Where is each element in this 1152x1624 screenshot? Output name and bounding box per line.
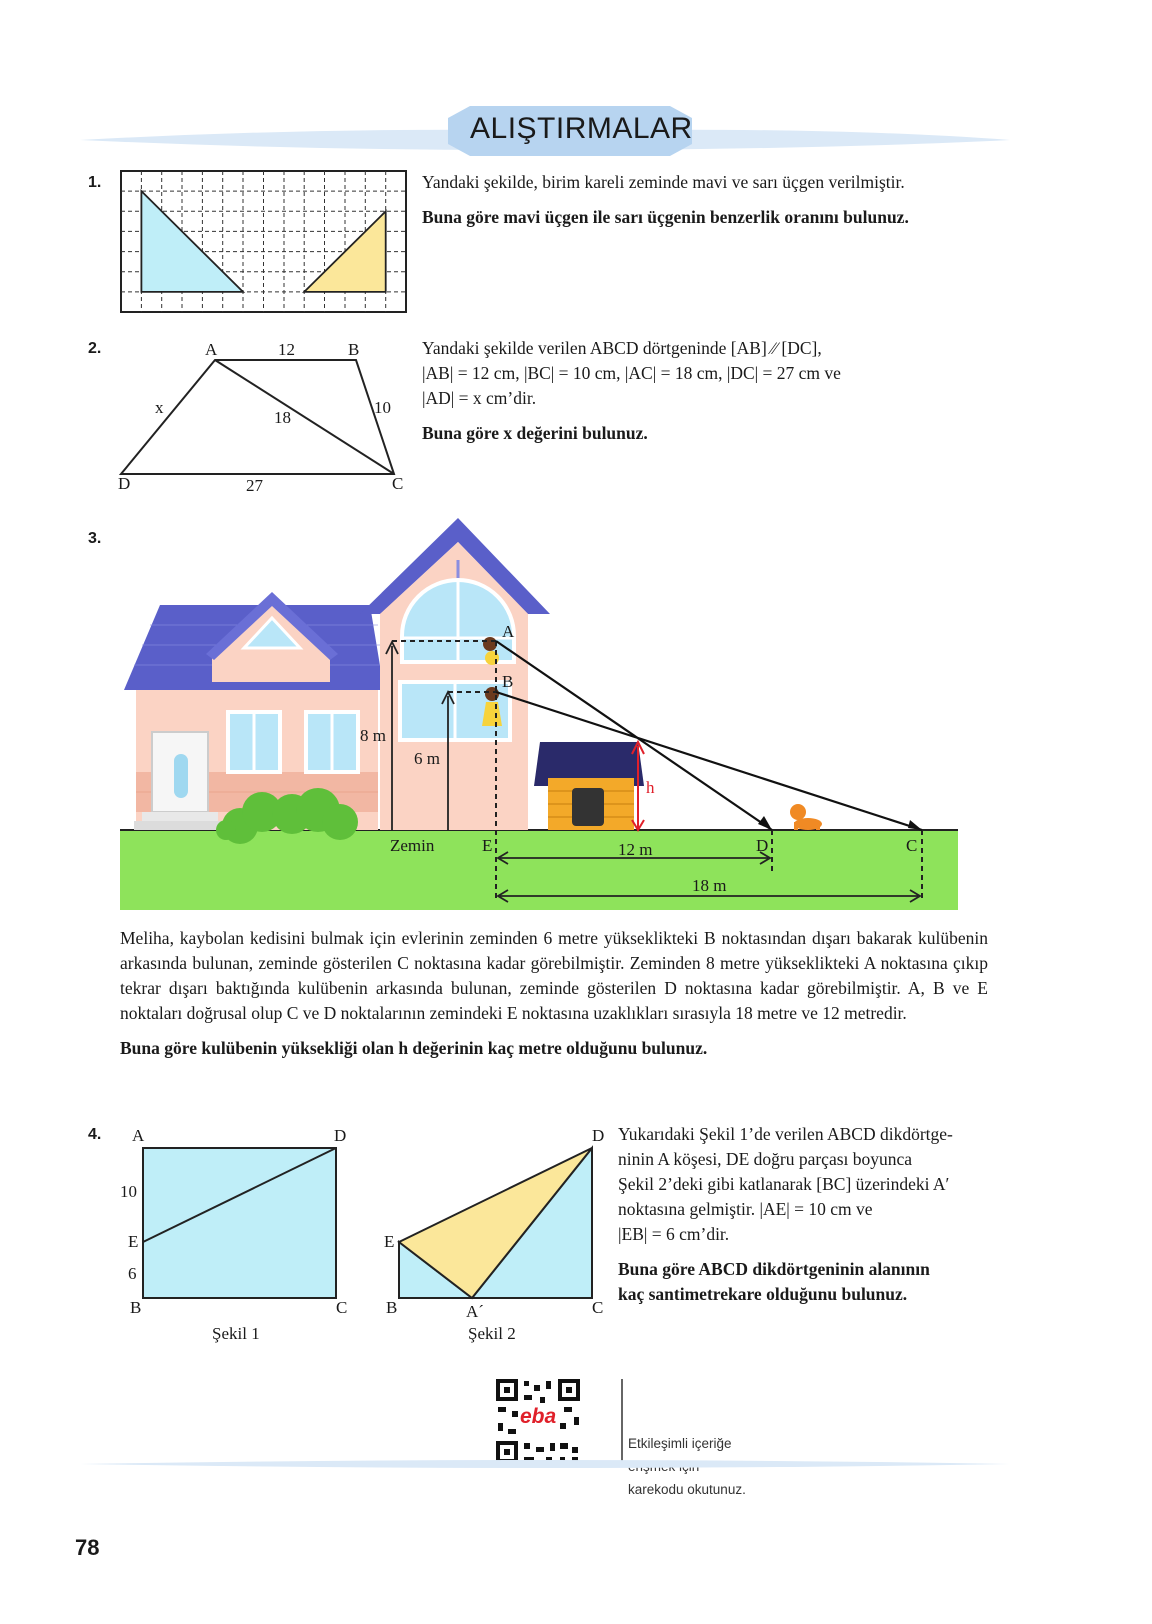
label-18m: 18 m [692, 876, 727, 895]
exercise-3-paragraph: Meliha, kaybolan kedisini bulmak için evlerinin zeminden 6 metre yükseklikteki B noktasından dışarı bakarak kulübenin arkasında bulunan, zeminde gösterilen C noktasına kadar görebilmiştir. Zeminden 8 metre yükseklikteki A noktasına çıkıp tekrar dışarı baktığında kulübenin arkasında bulunan, zeminde gösterilen D noktasına kadar görebilmiştir. A, B ve E noktaları doğrusal olup C ve D noktalarının zemindeki E noktasına uzaklıkları sırasıyla 18 metre ve 12 metredir. [120, 928, 988, 1023]
rectangle-figure-1 [140, 1146, 340, 1306]
exercise-number-1: 1. [88, 174, 102, 191]
exercise-4-line2: ninin A köşesi, DE doğru parçası boyunca [618, 1149, 913, 1169]
exercise-4-line1: Yukarıdaki Şekil 1’de verilen ABCD dikdörtge- [618, 1124, 953, 1144]
fig1-label-e: E [128, 1232, 139, 1251]
label-ad: x [155, 398, 164, 417]
grid-figure [120, 170, 410, 320]
fig1-label-d: D [334, 1126, 347, 1145]
exercise-number-2: 2. [88, 340, 102, 357]
exercise-2-line3: |AD| = x cm’dir. [422, 388, 537, 408]
exercise-number-4: 4. [88, 1126, 102, 1143]
label-b: B [502, 672, 514, 691]
label-e: E [482, 836, 493, 855]
fig2-label-b: B [386, 1298, 398, 1317]
exercise-4-text [618, 1122, 1018, 1307]
fig1-label-a: A [132, 1126, 145, 1145]
exercise-4-question-2: kaç santimetrekare olduğunu bulunuz. [618, 1284, 908, 1304]
fig1-caption: Şekil 1 [212, 1324, 260, 1343]
label-ab: 12 [278, 340, 295, 359]
exercise-4-line3: Şekil 2’deki gibi katlanarak [BC] üzerindeki A′ [618, 1174, 950, 1194]
exercise-3-text [120, 926, 988, 1071]
exercise-1-question: Buna göre mavi üçgen ile sarı üçgenin benzerlik oranını bulunuz. [422, 207, 909, 227]
exercise-4-question-1: Buna göre ABCD dikdörtgeninin alanının [618, 1259, 930, 1279]
qr-divider [618, 1377, 630, 1467]
fig1-label-eb: 6 [128, 1264, 137, 1283]
exercise-4-line4: noktasına gelmiştir. |AE| = 10 cm ve [618, 1199, 873, 1219]
folded-figure-2 [396, 1146, 596, 1306]
label-h: h [646, 778, 655, 797]
footer-bar [0, 1456, 1152, 1476]
label-a: A [502, 622, 515, 641]
house-scene [0, 510, 1152, 910]
fig2-label-d: D [592, 1126, 605, 1145]
label-ac: 18 [274, 408, 291, 427]
exercise-3-question: Buna göre kulübenin yüksekliği olan h değerinin kaç metre olduğunu bulunuz. [120, 1038, 708, 1058]
label-dc: 27 [246, 476, 263, 495]
qr-line-1: Etkileşimli içeriğe [628, 1436, 732, 1451]
label-d: D [756, 836, 769, 855]
label-6m: 6 m [414, 749, 440, 768]
exercise-2-line2: |AB| = 12 cm, |BC| = 10 cm, |AC| = 18 cm, |DC| = 27 cm ve [422, 363, 841, 383]
fig2-label-a-prime: A´ [466, 1302, 484, 1321]
exercise-number-3: 3. [88, 530, 102, 547]
label-c: C [392, 474, 404, 493]
fig1-label-ae: 10 [120, 1182, 137, 1201]
fig2-caption: Şekil 2 [468, 1324, 516, 1343]
label-zemin: Zemin [390, 836, 435, 855]
label-d: D [118, 474, 131, 493]
page-number: 78 [75, 1535, 100, 1560]
page-title: ALIŞTIRMALAR [470, 112, 693, 145]
exercise-1-text [422, 170, 1042, 240]
fig1-label-c: C [336, 1298, 348, 1317]
label-8m: 8 m [360, 726, 386, 745]
exercise-2-line1: Yandaki şekilde verilen ABCD dörtgeninde [AB] ∕∕ [DC], [422, 338, 822, 358]
exercise-2-question: Buna göre x değerini bulunuz. [422, 423, 648, 443]
fig1-label-b: B [130, 1298, 142, 1317]
exercise-4-line5: |EB| = 6 cm’dir. [618, 1224, 730, 1244]
exercise-1-statement: Yandaki şekilde, birim kareli zeminde mavi ve sarı üçgen verilmiştir. [422, 172, 905, 192]
label-bc: 10 [374, 398, 391, 417]
trapezoid-figure [118, 356, 418, 496]
qr-line-3: karekodu okutunuz. [628, 1482, 746, 1497]
label-12m: 12 m [618, 840, 653, 859]
exercise-2-text [422, 336, 1042, 446]
eba-logo: eba [520, 1405, 557, 1428]
label-a: A [205, 340, 218, 359]
label-b: B [348, 340, 360, 359]
label-c: C [906, 836, 918, 855]
fig2-label-e: E [384, 1232, 395, 1251]
fig2-label-c: C [592, 1298, 604, 1317]
